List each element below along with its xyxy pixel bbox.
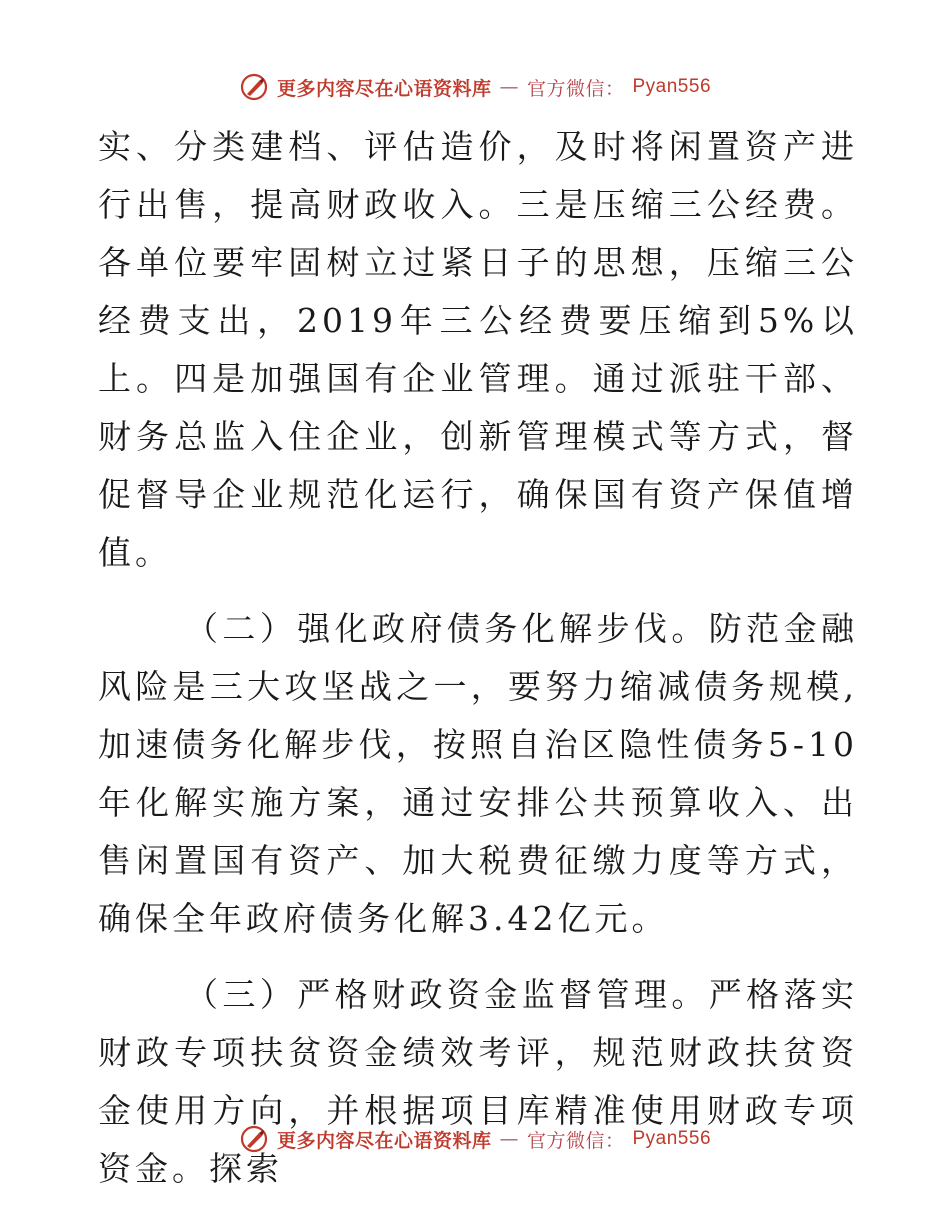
quill-seal-icon — [239, 1124, 269, 1154]
paragraph-continuation: 实、分类建档、评估造价，及时将闲置资产进行出售，提高财政收入。三是压缩三公经费。各单位要牢固树立过紧日子的思想，压缩三公经费支出，2019年三公经费要压缩到5%以上。四是加强国有企业管理。通过派驻干部、财务总监入住企业，创新管理模式等方式，督促督导企业规范化运行，确保国有资产保值增值。 — [98, 127, 858, 572]
watermark-wechat-id: Pyan556 — [632, 1128, 712, 1149]
watermark-official-label: 官方微信： — [526, 77, 625, 100]
watermark-main-text: 更多内容尽在心语资料库 — [276, 1129, 492, 1152]
paragraph-debt-resolution: （二）强化政府债务化解步伐。防范金融风险是三大攻坚战之一，要努力缩减债务规模,加速债务化解步伐，按照自治区隐性债务5-10年化解实施方案，通过安排公共预算收入、出售闲置国有资产、加大税费征缴力度等方式，确保全年政府债务化解3.42亿元。 — [98, 609, 858, 938]
header-watermark — [0, 72, 950, 102]
paragraph-fund-supervision: （三）严格财政资金监督管理。严格落实财政专项扶贫资金绩效考评，规范财政扶贫资金使用方向，并根据项目库精准使用财政专项资金。探索 — [98, 975, 858, 1188]
footer-watermark — [0, 1124, 950, 1154]
watermark-main-text: 更多内容尽在心语资料库 — [276, 77, 492, 100]
watermark-separator: — — [499, 76, 519, 98]
document-body — [98, 118, 858, 1198]
watermark-wechat-id: Pyan556 — [632, 76, 712, 97]
watermark-official-label: 官方微信： — [526, 1129, 625, 1152]
quill-seal-icon — [239, 72, 269, 102]
watermark-separator: — — [499, 1128, 519, 1150]
